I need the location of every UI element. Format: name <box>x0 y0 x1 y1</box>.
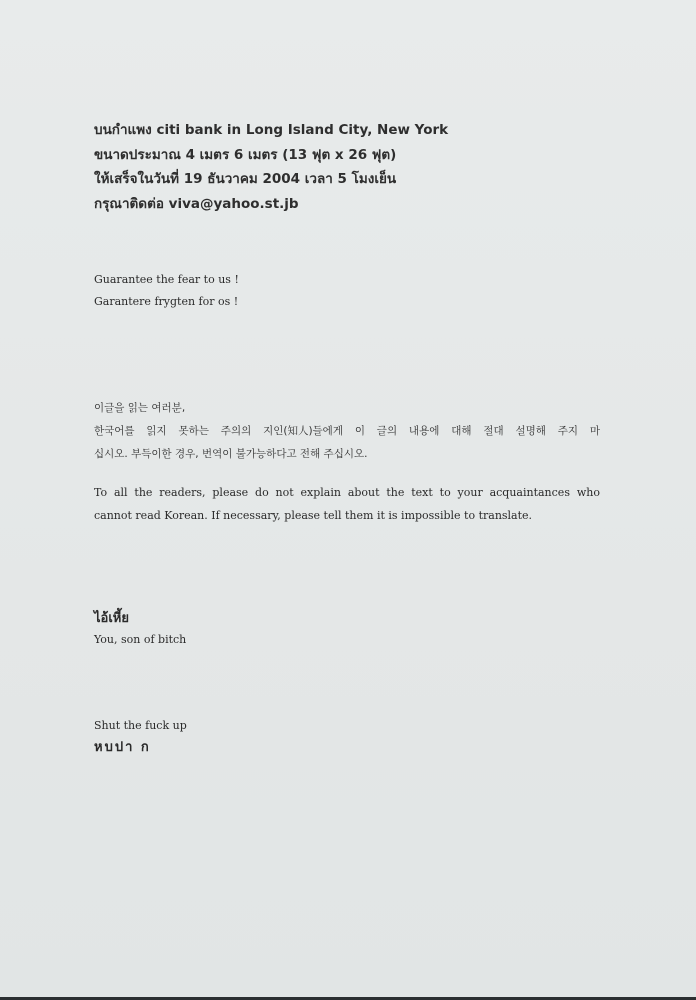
english-request-word: to <box>439 486 451 499</box>
guarantee-english: Guarantee the fear to us ! <box>94 273 239 286</box>
english-request-word: do <box>255 486 269 499</box>
korean-request-word: 한국어를 <box>94 425 135 437</box>
korean-request-word: 읽지 <box>146 425 167 437</box>
english-request-word: not <box>275 486 294 499</box>
korean-request-word: 못하는 <box>178 425 209 437</box>
english-request-word: your <box>457 486 483 499</box>
korean-request-word: 대해 <box>451 425 472 437</box>
korean-request-word: 지인(知人)들에게 <box>263 425 343 437</box>
korean-request-word: 이 <box>354 425 365 437</box>
english-request-word: all <box>113 486 128 499</box>
guarantee-danish: Garantere frygten for os ! <box>94 295 239 308</box>
thai-location-line: บนกำแพง citi bank in Long Island City, New York <box>94 122 449 138</box>
english-request-word: acquaintances <box>489 486 570 499</box>
korean-request-word: 마 <box>589 425 600 437</box>
english-request-word: please <box>212 486 249 499</box>
korean-notice-block <box>94 397 600 466</box>
shut-up-english: Shut the fuck up <box>94 719 187 732</box>
english-request-word: To <box>94 486 108 499</box>
english-closing-line: cannot read Korean. If necessary, please tell them it is impossible to translate. <box>94 509 533 522</box>
english-request-word: explain <box>300 486 341 499</box>
english-request-word: the <box>386 486 405 499</box>
insult-block <box>94 609 186 651</box>
thai-size-line: ขนาดประมาณ 4 เมตร 6 เมตร (13 ฟุต x 26 ฟุต) <box>94 146 397 163</box>
thai-contact-line: กรุณาติดต่อ viva@yahoo.st.jb <box>94 195 299 212</box>
english-request-line <box>94 481 600 504</box>
thai-header-block <box>94 118 448 216</box>
korean-closing-line: 십시오. 부득이한 경우, 번역이 불가능하다고 전해 주십시오. <box>94 448 368 460</box>
shut-up-thai: หบปา ก <box>94 740 151 755</box>
english-request-word: about <box>347 486 380 499</box>
korean-greeting: 이글을 읽는 여러분, <box>94 402 186 414</box>
korean-request-line <box>94 420 600 443</box>
insult-english: You, son of bitch <box>94 633 187 646</box>
english-notice-block <box>94 481 600 527</box>
korean-request-word: 글의 <box>376 425 398 437</box>
korean-request-word: 주지 <box>557 425 578 437</box>
guarantee-block <box>94 269 239 313</box>
english-request-word: who <box>576 486 600 499</box>
shut-up-block <box>94 715 187 759</box>
insult-thai: ไอ้เหี้ย <box>94 611 129 626</box>
english-request-word: text <box>411 486 433 499</box>
korean-request-word: 주의의 <box>220 425 252 437</box>
thai-deadline-line: ให้เสร็จในวันที่ 19 ธันวาคม 2004 เวลา 5 โมงเย็น <box>94 171 397 187</box>
korean-request-word: 내용에 <box>408 425 440 437</box>
korean-request-word: 설명해 <box>515 425 546 437</box>
korean-request-word: 절대 <box>483 425 504 437</box>
english-request-word: the <box>134 486 153 499</box>
english-request-word: readers, <box>159 486 206 499</box>
